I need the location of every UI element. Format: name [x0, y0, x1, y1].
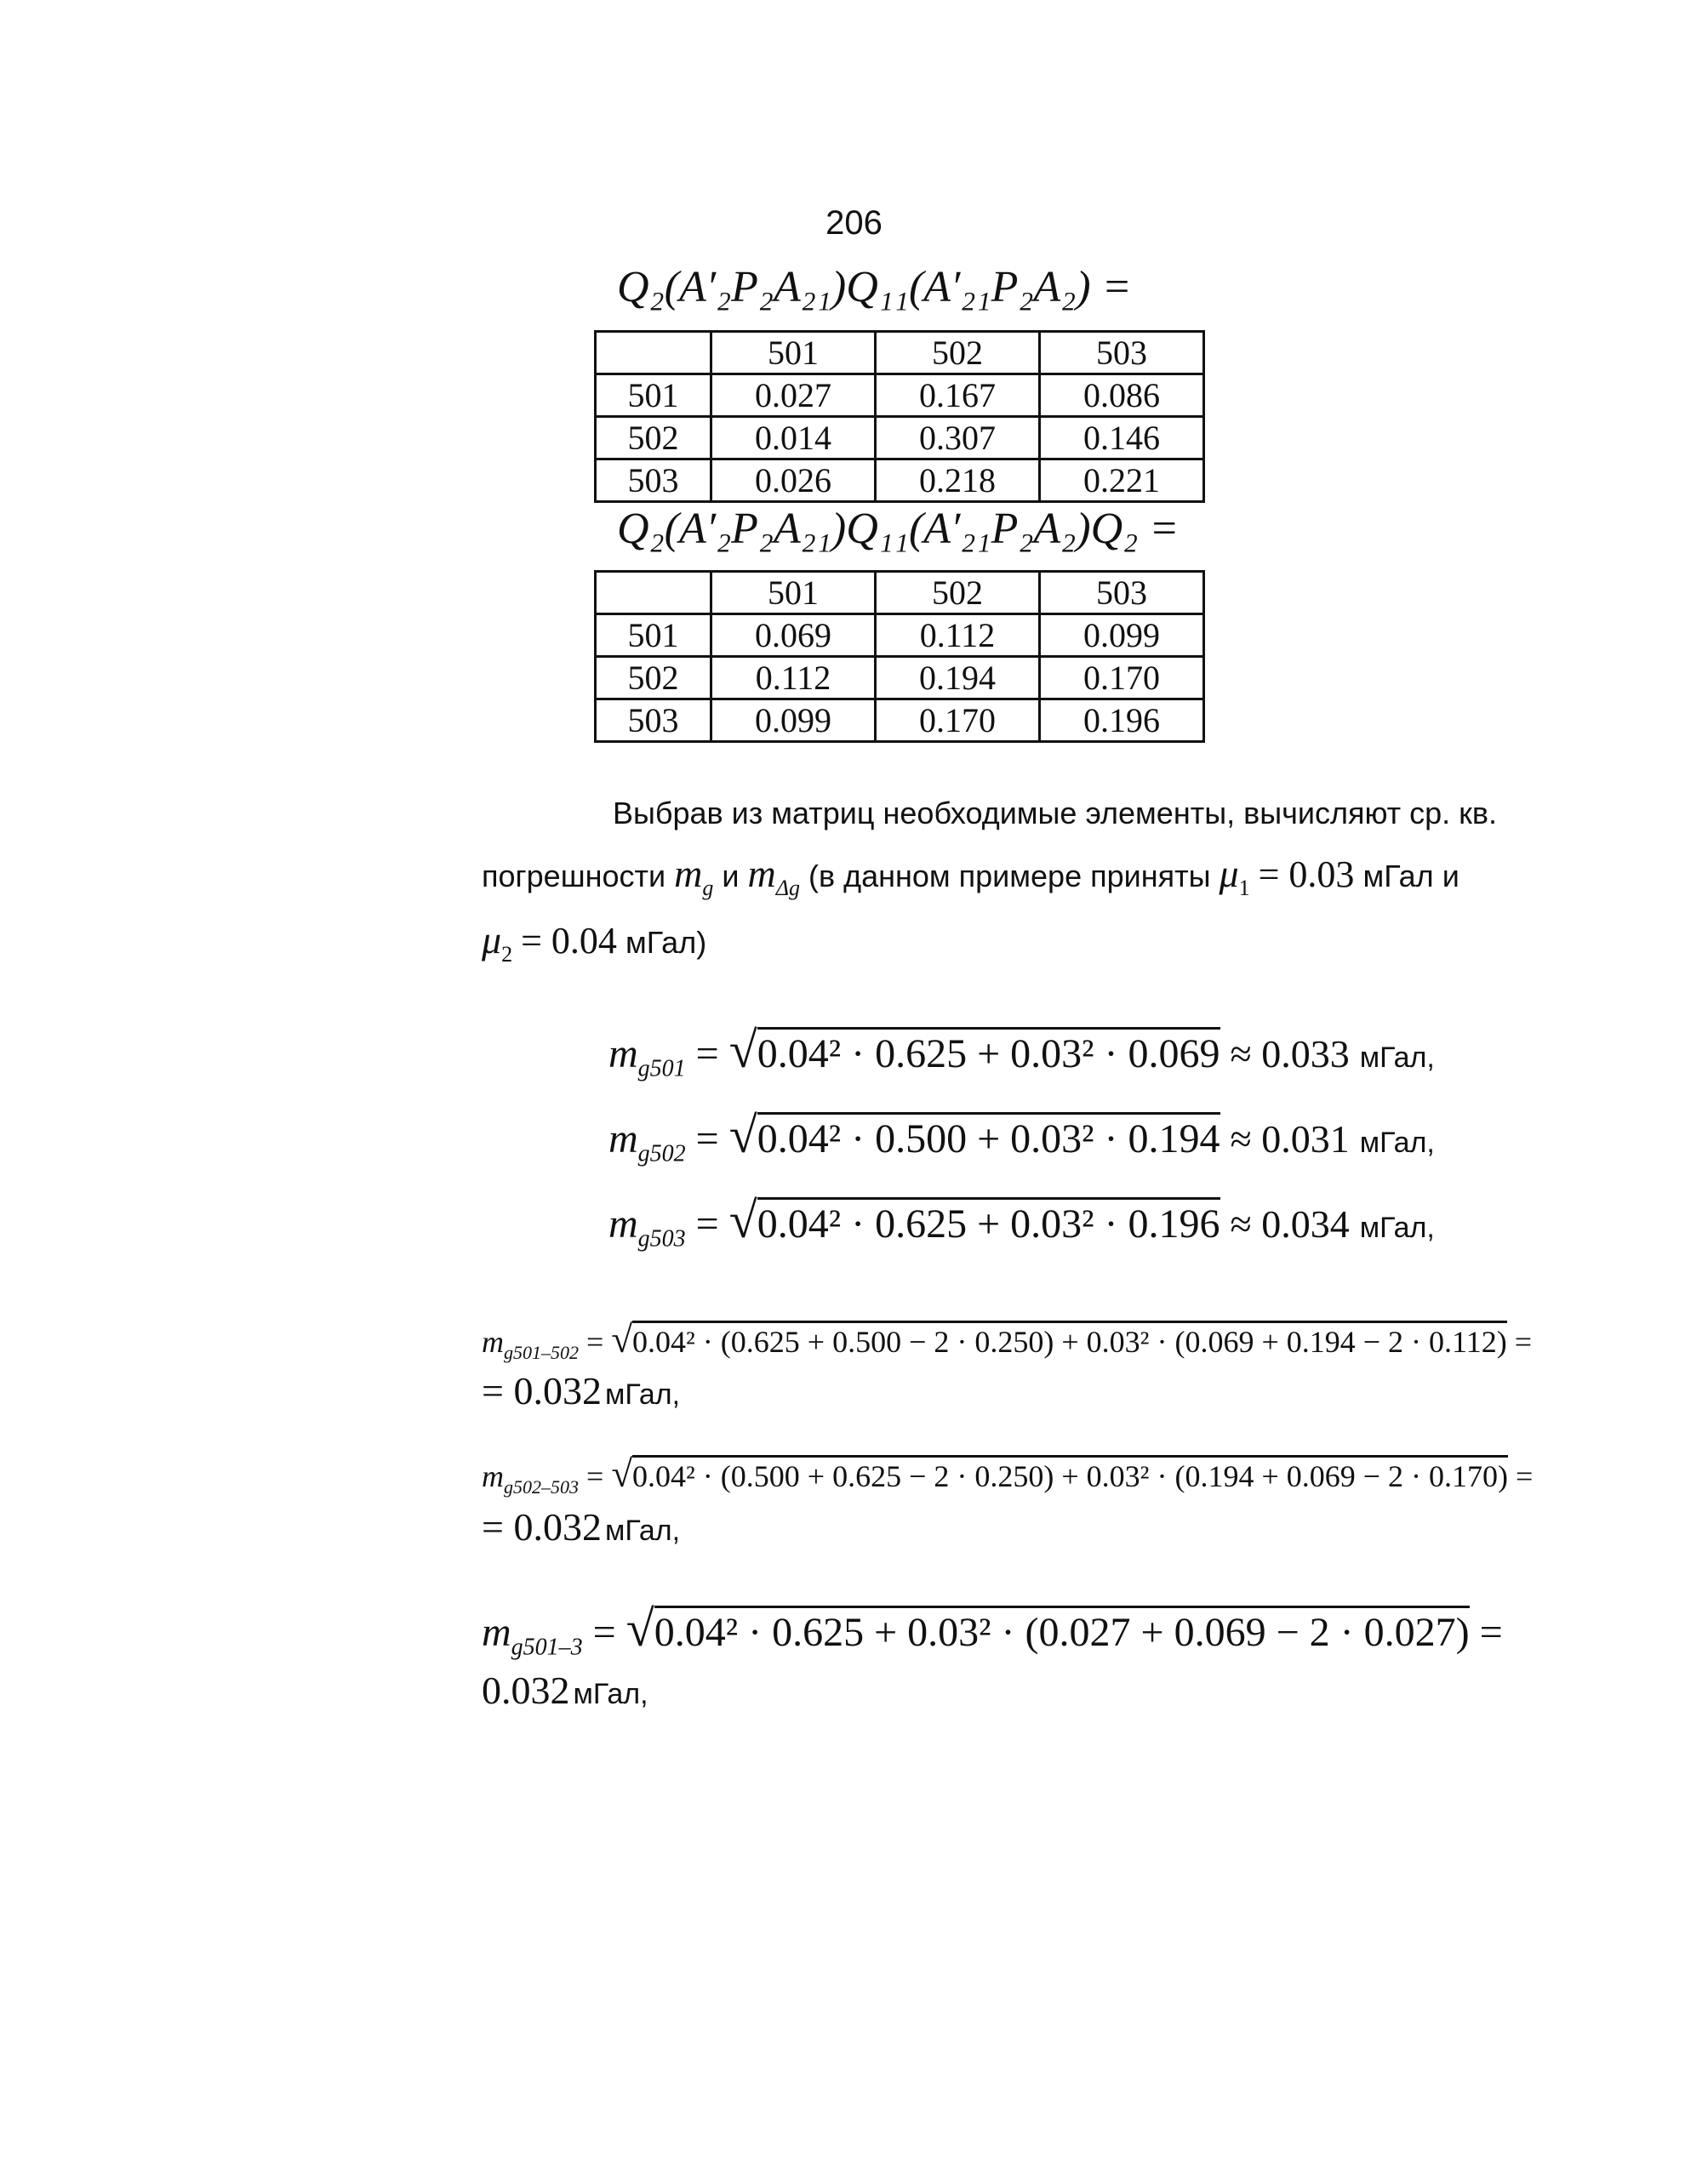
equation-result: = 0.032 — [482, 1505, 602, 1549]
equation-mg501-3: $m_{g501-3} = √0.04^2 \cdot 0.625 + 0.03^2 \cdot (0.027 + 0.069 - 2 \cdot 0.027)$ = — [482, 1601, 1503, 1661]
table-cell: 0.221 — [1040, 459, 1204, 502]
paragraph-line-1: Выбрав из матриц необходимые элементы, вычисляют ср. кв. — [613, 796, 1498, 830]
m-g-symbol: $m_g$ — [674, 852, 714, 901]
table-header-row — [596, 332, 1204, 374]
equation-mg503: $m_{g503} = √0.04^2 \cdot 0.625 + 0.03^2 \cdot 0.196 \approx 0.034$ мГал, — [608, 1192, 1435, 1252]
equation-mg501: $m_{g501} = √0.04^2 \cdot 0.625 + 0.03^2 \cdot 0.069 \approx 0.033$ мГал, — [608, 1022, 1435, 1082]
table-cell: 0.099 — [1040, 614, 1204, 657]
mu1-value: = 0.03 — [1258, 853, 1355, 895]
table-cell: 0.014 — [711, 417, 876, 459]
mu2-value: = 0.04 — [521, 920, 617, 961]
page-number: 206 — [825, 204, 883, 242]
table-cell: 0.170 — [1040, 657, 1204, 699]
paragraph-text: погрешности — [482, 859, 666, 893]
equals-sign: = — [1514, 1325, 1532, 1359]
equation-result-line — [482, 1368, 680, 1413]
mu1-symbol: $\mu_1$ — [1219, 852, 1250, 901]
table-row — [596, 459, 1204, 502]
header-cell — [596, 572, 711, 614]
radicand: 0.04² · (0.500 + 0.625 − 2 · 0.250) + 0.03² · (0.194 + 0.069 − 2 · 0.170) — [632, 1455, 1508, 1493]
table-cell: 0.099 — [711, 699, 876, 742]
matrix2-title-text: Q₂(A′₂P₂A₂₁)Q₁₁(A′₂₁P₂A₂)Q₂ = — [617, 505, 1180, 553]
radicand: 0.04² · 0.625 + 0.03² · 0.069 — [757, 1027, 1220, 1076]
equation-subscript: g503 — [637, 1225, 686, 1252]
equation-result: = 0.032 — [482, 1369, 602, 1412]
equation-result: ≈ 0.031 — [1230, 1117, 1350, 1161]
table-cell: 0.069 — [711, 614, 876, 657]
radicand: 0.04² · (0.625 + 0.500 − 2 · 0.250) + 0.03² · (0.069 + 0.194 − 2 · 0.112) — [632, 1321, 1507, 1359]
mu2-symbol: $\mu_2$ — [482, 918, 513, 967]
equation-mg502-503: $m_{g502-503} = √0.04^2 \cdot (0.500 + 0.625 - 2 \cdot 0.250) + 0.03^2 \cdot (0.194 + 0.069 - 2 \cdot 0.170)$ = — [482, 1452, 1534, 1498]
equation-mg501-502: $m_{g501-502} = √0.04^2 \cdot (0.625 + 0.500 - 2 \cdot 0.250) + 0.03^2 \cdot (0.069 + 0.194 - 2 \cdot 0.112)$ = — [482, 1318, 1532, 1364]
table-cell: 0.170 — [876, 699, 1040, 742]
table-cell: 0.027 — [711, 374, 876, 417]
table-cell: 0.307 — [876, 417, 1040, 459]
row-label: 502 — [596, 417, 711, 459]
sqrt-icon: √ — [728, 1192, 757, 1248]
equation-result: 0.032 — [482, 1669, 570, 1712]
table-cell: 0.112 — [876, 614, 1040, 657]
unit-label: мГал, — [573, 1678, 648, 1710]
header-cell: 501 — [711, 332, 876, 374]
matrix2-table — [594, 570, 1205, 743]
m-symbol: m — [482, 1459, 504, 1493]
unit-label: мГал, — [604, 1515, 681, 1547]
table-cell: 0.086 — [1040, 374, 1204, 417]
table-row — [596, 614, 1204, 657]
unit-label: мГал, — [604, 1378, 681, 1411]
header-cell: 503 — [1040, 572, 1204, 614]
matrix1-title — [617, 262, 1132, 312]
row-label: 503 — [596, 699, 711, 742]
row-label: 503 — [596, 459, 711, 502]
sqrt-icon: √ — [611, 1318, 633, 1361]
table-cell: 0.194 — [876, 657, 1040, 699]
unit-label: мГал, — [1359, 1127, 1435, 1159]
table-row — [596, 657, 1204, 699]
equation-subscript: g502 — [637, 1140, 686, 1167]
header-cell: 501 — [711, 572, 876, 614]
m-symbol: m — [608, 1116, 638, 1161]
equation-mg502: $m_{g502} = √0.04^2 \cdot 0.500 + 0.03^2 \cdot 0.194 \approx 0.031$ мГал, — [608, 1107, 1435, 1167]
equation-result-line — [482, 1504, 680, 1549]
row-label: 501 — [596, 614, 711, 657]
matrix1-table — [594, 330, 1205, 503]
matrix2-title — [617, 504, 1179, 554]
paragraph-line-2 — [482, 851, 1460, 901]
radicand: 0.04² · 0.500 + 0.03² · 0.194 — [757, 1112, 1220, 1161]
paragraph-text: мГал) — [625, 925, 707, 960]
sqrt-icon: √ — [728, 1022, 757, 1078]
sqrt-icon: √ — [611, 1452, 633, 1495]
sqrt-icon: √ — [728, 1107, 757, 1163]
m-symbol: m — [482, 1325, 504, 1359]
matrix1-title-text: Q₂(A′₂P₂A₂₁)Q₁₁(A′₂₁P₂A₂) = — [617, 263, 1132, 311]
m-symbol: m — [482, 1610, 511, 1655]
equation-subscript: g501 — [637, 1055, 686, 1082]
table-cell: 0.167 — [876, 374, 1040, 417]
equation-subscript: g501–3 — [511, 1634, 583, 1661]
unit-label: мГал, — [1359, 1041, 1435, 1074]
m-symbol: m — [608, 1031, 638, 1076]
paragraph-line-3 — [482, 917, 706, 967]
paragraph-text: (в данном примере приняты — [808, 859, 1211, 893]
table-cell: 0.196 — [1040, 699, 1204, 742]
header-cell: 502 — [876, 332, 1040, 374]
table-cell: 0.146 — [1040, 417, 1204, 459]
unit-label: мГал, — [1359, 1212, 1435, 1244]
sqrt-icon: √ — [626, 1601, 654, 1657]
radicand: 0.04² · 0.625 + 0.03² · 0.196 — [757, 1197, 1220, 1247]
table-cell: 0.218 — [876, 459, 1040, 502]
table-cell: 0.026 — [711, 459, 876, 502]
equation-result-line — [482, 1668, 648, 1713]
equation-result: ≈ 0.033 — [1230, 1032, 1350, 1076]
radicand: 0.04² · 0.625 + 0.03² · (0.027 + 0.069 − 2 · 0.027) — [654, 1606, 1470, 1655]
paragraph-text: мГал и — [1362, 859, 1460, 893]
paragraph-text: и — [722, 859, 740, 893]
equals-sign: = — [1479, 1610, 1503, 1655]
header-cell: 503 — [1040, 332, 1204, 374]
table-row — [596, 374, 1204, 417]
header-cell — [596, 332, 711, 374]
row-label: 501 — [596, 374, 711, 417]
equation-subscript: g501–502 — [504, 1342, 579, 1364]
table-row — [596, 417, 1204, 459]
equation-result: ≈ 0.034 — [1230, 1202, 1350, 1246]
table-row — [596, 699, 1204, 742]
m-delta-g-symbol: $m_{\Delta g}$ — [747, 852, 800, 901]
equation-subscript: g502–503 — [504, 1476, 579, 1498]
table-cell: 0.112 — [711, 657, 876, 699]
m-symbol: m — [608, 1201, 638, 1247]
header-cell: 502 — [876, 572, 1040, 614]
table-header-row — [596, 572, 1204, 614]
row-label: 502 — [596, 657, 711, 699]
equals-sign: = — [1516, 1459, 1534, 1493]
